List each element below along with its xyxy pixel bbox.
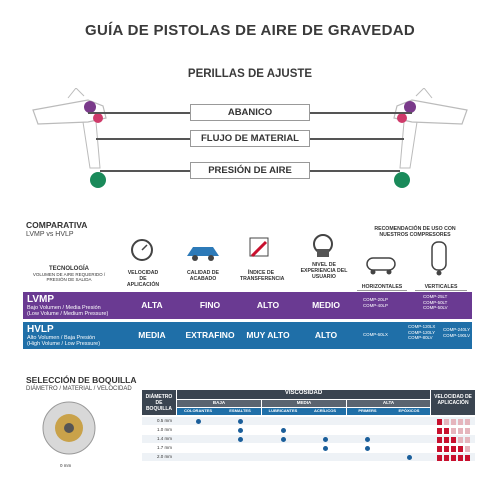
speed-level-bar bbox=[444, 446, 449, 452]
viscosity-header: VISCOSIDAD bbox=[177, 390, 430, 399]
nozzle-gauge-label: 0 mm bbox=[60, 463, 72, 468]
experience-value: ALTO bbox=[314, 330, 338, 340]
speed-level-bar bbox=[437, 419, 442, 425]
viscosity-dot bbox=[238, 428, 243, 433]
speed-level-bar bbox=[458, 446, 463, 452]
compressor-model: COMP-40LP bbox=[363, 302, 388, 308]
compressor-model: COMP-240LY bbox=[443, 327, 471, 332]
speed-level-bar bbox=[458, 455, 463, 461]
compressor-model: COMP-80LV bbox=[408, 335, 433, 340]
finish-value: EXTRAFINO bbox=[185, 330, 235, 340]
experience-value: MEDIO bbox=[312, 300, 340, 310]
compressor-model: COMP-60LX bbox=[363, 332, 388, 337]
material-header: PRIMERS bbox=[347, 408, 388, 415]
tech-desc-en: (Low Volume / Medium Pressure) bbox=[27, 311, 109, 317]
speed-level-bar bbox=[458, 437, 463, 443]
speed-level-bar bbox=[437, 455, 442, 461]
speed-value: ALTA bbox=[141, 300, 163, 310]
compressor-model: COMP-120LX bbox=[408, 324, 436, 329]
comparison-title: COMPARATIVA bbox=[26, 220, 88, 230]
material-header: ESMALTES bbox=[219, 408, 261, 415]
air-pressure-knob-label: PRESIÓN DE AIRE bbox=[190, 162, 310, 179]
tech-desc: Alto Volumen / Baja Presión bbox=[27, 335, 96, 341]
viscosity-group: BAJA bbox=[177, 400, 261, 407]
speed-level-bar bbox=[458, 428, 463, 434]
tech-name: HVLP bbox=[27, 324, 54, 335]
speed-level-bar bbox=[465, 455, 470, 461]
finish-value: FINO bbox=[199, 300, 221, 310]
viscosity-dot bbox=[365, 437, 370, 442]
viscosity-dot bbox=[196, 419, 201, 424]
speed-level-bar bbox=[444, 419, 449, 425]
speed-level-bar bbox=[437, 446, 442, 452]
speed-level-bar bbox=[465, 428, 470, 434]
fan-knob-label: ABANICO bbox=[190, 104, 310, 121]
compressor-model: COMP-25LT bbox=[423, 294, 448, 299]
nozzle-size-label: 1.7 mm bbox=[156, 445, 172, 450]
speed-level-bar bbox=[465, 419, 470, 425]
speed-header: VELOCIDAD DE APLICACIÓN bbox=[431, 390, 475, 415]
material-header: LUBRICANTES bbox=[262, 408, 304, 415]
speed-level-bar bbox=[444, 455, 449, 461]
nozzle-size-label: 1.0 mm bbox=[156, 427, 172, 432]
material-flow-knob-label: FLUJO DE MATERIAL bbox=[190, 130, 310, 147]
nozzle-section-subtitle: DIÁMETRO / MATERIAL / VELOCIDAD bbox=[26, 386, 132, 392]
tech-desc-en: (High Volume / Low Pressure) bbox=[27, 341, 101, 347]
viscosity-dot bbox=[323, 446, 328, 451]
compressor-model: COMP-50LT bbox=[423, 299, 448, 305]
transfer-value: ALTO bbox=[256, 300, 280, 310]
viscosity-dot bbox=[365, 446, 370, 451]
material-header: ACRÍLICOS bbox=[304, 408, 346, 415]
column-header: VELOCIDAD DE APLICACIÓN bbox=[126, 270, 160, 288]
compressor-model: COMP-50LV bbox=[423, 305, 448, 310]
compressor-model: COMP-120LY bbox=[408, 329, 436, 335]
adjust-knobs-title: PERILLAS DE AJUSTE bbox=[187, 68, 313, 80]
technology-sublabel: VOLUMEN DE AIRE REQUERIDO / PRESIÓN DE SALIDA bbox=[32, 272, 106, 282]
transfer-value: MUY ALTO bbox=[246, 330, 290, 340]
material-header: COLORANTES bbox=[177, 408, 219, 415]
speed-level-bar bbox=[444, 437, 449, 443]
tech-name: LVMP bbox=[27, 294, 55, 305]
viscosity-dot bbox=[281, 437, 286, 442]
page-title: GUÍA DE PISTOLAS DE AIRE DE GRAVEDAD bbox=[84, 22, 415, 39]
vertical-header: VERTICALES bbox=[415, 284, 467, 291]
compressor-model: COMP-190LV bbox=[443, 332, 471, 338]
viscosity-dot bbox=[238, 437, 243, 442]
viscosity-group: ALTA bbox=[347, 400, 430, 407]
viscosity-dot bbox=[238, 419, 243, 424]
nozzle-size-label: 1.4 mm bbox=[156, 436, 172, 441]
compressor-model: COMP-20LP bbox=[363, 297, 388, 302]
speed-level-bar bbox=[451, 455, 456, 461]
speed-value: MEDIA bbox=[138, 330, 166, 340]
speed-level-bar bbox=[437, 437, 442, 443]
speed-level-bar bbox=[444, 428, 449, 434]
speed-level-bar bbox=[451, 437, 456, 443]
speed-level-bar bbox=[451, 446, 456, 452]
nozzle-section-title: SELECCIÓN DE BOQUILLA bbox=[26, 375, 137, 385]
speed-level-bar bbox=[437, 428, 442, 434]
viscosity-dot bbox=[281, 428, 286, 433]
column-header: NIVEL DE EXPERIENCIA DEL USUARIO bbox=[300, 262, 348, 280]
recommendation-title: RECOMENDACIÓN DE USO CON NUESTROS COMPRESORES bbox=[374, 226, 456, 238]
material-header: EPÓXICOS bbox=[388, 408, 430, 415]
viscosity-dot bbox=[407, 455, 412, 460]
column-header: ÍNDICE DE TRANSFERENCIA bbox=[240, 270, 285, 282]
diameter-header: DIÁMETRO DE BOQUILLA bbox=[142, 390, 176, 415]
speed-level-bar bbox=[465, 446, 470, 452]
viscosity-dot bbox=[323, 437, 328, 442]
viscosity-group: MEDIA bbox=[262, 400, 346, 407]
horizontal-header: HORIZONTALES bbox=[357, 284, 407, 291]
column-header: CALIDAD DE ACABADO bbox=[187, 270, 219, 282]
speed-level-bar bbox=[451, 419, 456, 425]
tech-desc: Bajo Volumen / Media Presión bbox=[27, 305, 101, 311]
speed-level-bar bbox=[465, 437, 470, 443]
speed-level-bar bbox=[458, 419, 463, 425]
nozzle-size-label: 0.5 mm bbox=[156, 418, 172, 423]
technology-label: TECNOLOGÍA bbox=[49, 266, 89, 272]
speed-level-bar bbox=[451, 428, 456, 434]
nozzle-size-label: 2.0 mm bbox=[156, 454, 172, 459]
comparison-subtitle: LVMP vs HVLP bbox=[26, 231, 74, 238]
